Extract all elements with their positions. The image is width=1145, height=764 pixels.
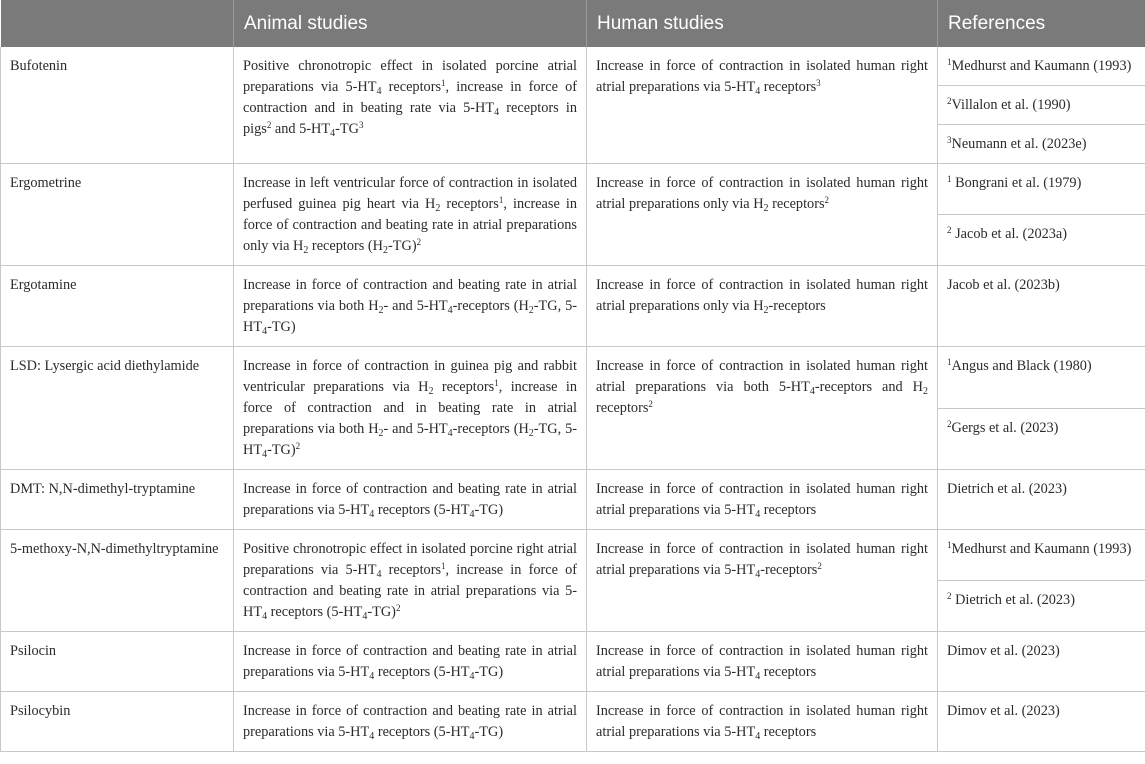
human-studies-cell: Increase in force of contraction in isolated human right atrial preparations via $5-HT_4$ receptors [587,692,938,752]
table-row [1,530,1145,581]
substance-name: Psilocin [1,632,234,692]
reference-cell: Dimov et al. (2023) [938,692,1145,752]
reference-cell: Dietrich et al. (2023) [938,470,1145,530]
substance-name: Ergometrine [1,164,234,266]
substance-name: LSD: Lysergic acid diethylamide [1,347,234,470]
animal-studies-cell: Positive chronotropic effect in isolated porcine right atrial preparations via $5-HT_4$ receptors$^1$, increase in force of contraction and beating rate in atrial preparations via $5-HT_4$ receptors $(5-HT_4-TG)^2$ [234,530,587,632]
header-references: References [938,0,1145,47]
animal-studies-cell: Increase in left ventricular force of contraction in isolated perfused guinea pig heart via $H_2$ receptors$^1$, increase in force of contraction and beating rate in atrial preparations only via $H_2$ receptors $(H_2-TG)^2$ [234,164,587,266]
table-header [1,0,1145,47]
header-human-studies: Human studies [587,0,938,47]
reference-cell: $^2$Gergs et al. (2023) [938,408,1145,470]
substance-name: Ergotamine [1,266,234,347]
human-studies-cell: Increase in force of contraction in isolated human right atrial preparations via $5-HT_4$ receptors [587,470,938,530]
reference-cell: $^1$Medhurst and Kaumann (1993) [938,47,1145,86]
animal-studies-cell: Increase in force of contraction and beating rate in atrial preparations via $5-HT_4$ receptors $(5-HT_4-TG)$ [234,470,587,530]
table-row [1,632,1145,692]
reference-cell: $^1$ Bongrani et al. (1979) [938,164,1145,215]
human-studies-cell: Increase in force of contraction in isolated human right atrial preparations only via $H_2$-receptors [587,266,938,347]
animal-studies-cell: Increase in force of contraction and beating rate in atrial preparations via $5-HT_4$ receptors $(5-HT_4-TG)$ [234,692,587,752]
animal-studies-cell: Increase in force of contraction in guinea pig and rabbit ventricular preparations via $H_2$ receptors$^1$, increase in force of contraction and in beating rate in atrial preparations via both $H_2-$ and $5-HT_4$-receptors ($H_2-TG$, $5-HT_4-TG)^2$ [234,347,587,470]
table-row [1,692,1145,752]
human-studies-cell: Increase in force of contraction in isolated human right atrial preparations via $5-HT_4$ receptors$^3$ [587,47,938,164]
reference-cell: Dimov et al. (2023) [938,632,1145,692]
reference-cell: $^1$Medhurst and Kaumann (1993) [938,530,1145,581]
reference-cell: $^2$ Dietrich et al. (2023) [938,581,1145,632]
human-studies-cell: Increase in force of contraction in isolated human right atrial preparations via $5-HT_4$ receptors [587,632,938,692]
human-studies-cell: Increase in force of contraction in isolated human right atrial preparations only via $H_2$ receptors$^2$ [587,164,938,266]
table-row [1,47,1145,86]
table-row [1,164,1145,215]
human-studies-cell: Increase in force of contraction in isolated human right atrial preparations via $5-HT_4-receptors^2$ [587,530,938,632]
header-row [1,0,1145,47]
header-animal-studies: Animal studies [234,0,587,47]
animal-studies-cell: Increase in force of contraction and beating rate in atrial preparations via $5-HT_4$ receptors $(5-HT_4-TG)$ [234,632,587,692]
reference-cell: Jacob et al. (2023b) [938,266,1145,347]
animal-studies-cell: Increase in force of contraction and beating rate in atrial preparations via both $H_2-$ and $5-HT_4$-receptors ($H_2-TG$, $5-HT_4-TG$) [234,266,587,347]
table-row [1,347,1145,409]
table-row [1,470,1145,530]
substance-name: DMT: N,N-dimethyl-tryptamine [1,470,234,530]
table-row [1,266,1145,347]
substance-name: 5-methoxy-N,N-dimethyltryptamine [1,530,234,632]
reference-cell: $^3$Neumann et al. (2023e) [938,125,1145,164]
human-studies-cell: Increase in force of contraction in isolated human right atrial preparations via both $5-HT_4$-receptors and $H_2$ receptors$^2$ [587,347,938,470]
reference-cell: $^2$ Jacob et al. (2023a) [938,215,1145,266]
animal-studies-cell: Positive chronotropic effect in isolated porcine atrial preparations via $5-HT_4$ receptors$^1$, increase in force of contraction and in beating rate via $5-HT_4$ receptors in pigs$^2$ and $5-HT_4-TG^3$ [234,47,587,164]
substance-name: Psilocybin [1,692,234,752]
reference-cell: $^2$Villalon et al. (1990) [938,86,1145,125]
table-body [1,47,1145,752]
header-substance [1,0,234,47]
reference-cell: $^1$Angus and Black (1980) [938,347,1145,409]
substance-name: Bufotenin [1,47,234,164]
